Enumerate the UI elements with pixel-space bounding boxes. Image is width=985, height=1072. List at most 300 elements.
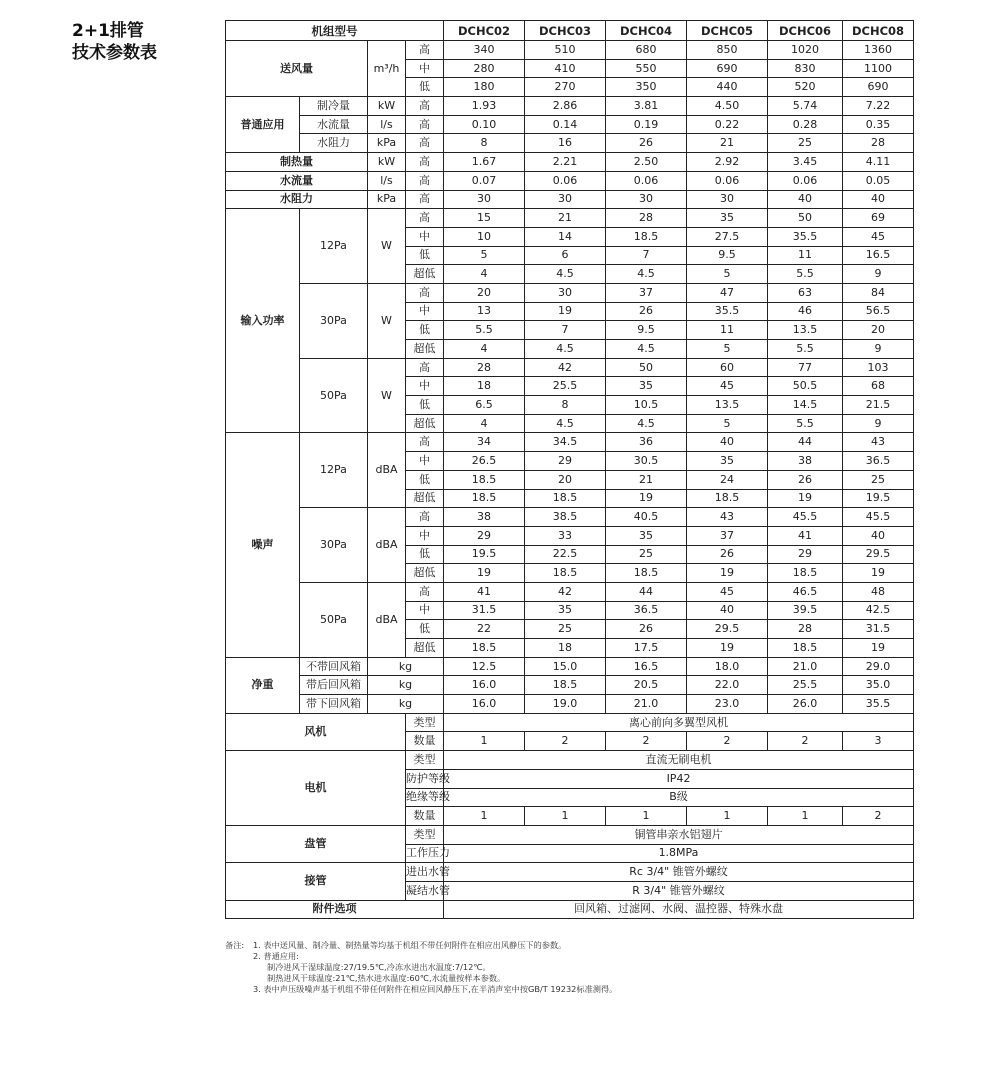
value-cell: 44 <box>606 582 687 601</box>
value-cell: 41 <box>444 582 525 601</box>
value-cell: 35.5 <box>843 695 914 714</box>
motor-label: 电机 <box>226 751 406 826</box>
model-header: DCHC02 <box>444 21 525 41</box>
model-header: DCHC04 <box>606 21 687 41</box>
level-cell: 高 <box>406 134 444 153</box>
param-label: 制热量 <box>226 153 368 172</box>
value-cell: 29.5 <box>687 620 768 639</box>
value-cell: 21 <box>525 209 606 228</box>
level-cell: 超低 <box>406 639 444 658</box>
level-cell: 超低 <box>406 564 444 583</box>
param-cell: 不带回风箱 <box>300 657 368 676</box>
value-cell: 29 <box>768 545 843 564</box>
value-cell: 18.5 <box>525 489 606 508</box>
value-cell: 1360 <box>843 41 914 60</box>
level-cell: 超低 <box>406 340 444 359</box>
attr-label: 绝缘等级 <box>406 788 444 807</box>
value-cell: 180 <box>444 78 525 97</box>
value-cell: 23.0 <box>687 695 768 714</box>
value-cell: 43 <box>687 508 768 527</box>
level-cell: 低 <box>406 545 444 564</box>
value-cell: 30 <box>525 283 606 302</box>
value-cell: 19 <box>525 302 606 321</box>
value-cell: 19 <box>687 564 768 583</box>
unit-cell: kPa <box>368 134 406 153</box>
pressure-cell: 30Pa <box>300 283 368 358</box>
param-label: 水流量 <box>226 171 368 190</box>
value-cell: 42 <box>525 582 606 601</box>
weight-label: 净重 <box>226 657 300 713</box>
value-cell: 34.5 <box>525 433 606 452</box>
value-cell: 6.5 <box>444 396 525 415</box>
level-cell: 低 <box>406 470 444 489</box>
value-cell: 45.5 <box>768 508 843 527</box>
value-cell: 4.5 <box>525 414 606 433</box>
value-cell: 69 <box>843 209 914 228</box>
value-cell: 4.5 <box>525 265 606 284</box>
value-cell: 24 <box>687 470 768 489</box>
value-cell: 26 <box>768 470 843 489</box>
note-2a: 制冷进风干湿球温度:27/19.5℃,冷冻水进出水温度:7/12℃。 <box>267 962 491 972</box>
attr-label: 防护等级 <box>406 769 444 788</box>
value-cell: 1 <box>444 732 525 751</box>
options-label: 附件选项 <box>226 900 444 919</box>
value-cell: 2 <box>843 807 914 826</box>
value-cell: 35.5 <box>768 227 843 246</box>
value-cell: 16.0 <box>444 695 525 714</box>
value-cell: 84 <box>843 283 914 302</box>
value-cell: 20 <box>525 470 606 489</box>
level-cell: 低 <box>406 396 444 415</box>
value-cell: 39.5 <box>768 601 843 620</box>
value-cell: 13 <box>444 302 525 321</box>
level-cell: 低 <box>406 620 444 639</box>
level-cell: 高 <box>406 171 444 190</box>
value-cell: 4.5 <box>606 265 687 284</box>
value-cell: 0.07 <box>444 171 525 190</box>
unit-cell: W <box>368 358 406 433</box>
value-cell: 45 <box>687 582 768 601</box>
value-cell: 5.5 <box>768 414 843 433</box>
table-row <box>226 41 914 60</box>
value-cell: 16.5 <box>606 657 687 676</box>
value-cell: 60 <box>687 358 768 377</box>
value-cell: 4 <box>444 340 525 359</box>
value-cell: 41 <box>768 526 843 545</box>
value-cell: 46.5 <box>768 582 843 601</box>
table-row <box>226 751 914 770</box>
value-cell: 18.5 <box>768 564 843 583</box>
value-cell: 35 <box>606 377 687 396</box>
value-cell: 8 <box>444 134 525 153</box>
value-cell: 47 <box>687 283 768 302</box>
unit-cell: dBA <box>368 433 406 508</box>
unit-cell: kW <box>368 153 406 172</box>
pressure-cell: 12Pa <box>300 433 368 508</box>
table-row <box>226 209 914 228</box>
pressure-cell: 12Pa <box>300 209 368 284</box>
value-cell: 9 <box>843 414 914 433</box>
value-cell: 2 <box>687 732 768 751</box>
value-cell: 40 <box>843 190 914 209</box>
attr-value: 1.8MPa <box>444 844 914 863</box>
value-cell: 18.5 <box>525 564 606 583</box>
value-cell: 4.5 <box>606 340 687 359</box>
value-cell: 3 <box>843 732 914 751</box>
value-cell: 68 <box>843 377 914 396</box>
value-cell: 63 <box>768 283 843 302</box>
value-cell: 35.0 <box>843 676 914 695</box>
value-cell: 690 <box>843 78 914 97</box>
table-row <box>226 433 914 452</box>
value-cell: 1.93 <box>444 97 525 116</box>
attr-label: 凝结水管 <box>406 881 444 900</box>
value-cell: 4.5 <box>525 340 606 359</box>
unit-cell: kg <box>368 657 444 676</box>
value-cell: 18.5 <box>444 489 525 508</box>
level-cell: 高 <box>406 153 444 172</box>
value-cell: 2.86 <box>525 97 606 116</box>
value-cell: 42 <box>525 358 606 377</box>
value-cell: 0.06 <box>768 171 843 190</box>
value-cell: 36 <box>606 433 687 452</box>
value-cell: 340 <box>444 41 525 60</box>
value-cell: 31.5 <box>444 601 525 620</box>
value-cell: 50.5 <box>768 377 843 396</box>
value-cell: 1 <box>444 807 525 826</box>
value-cell: 38 <box>444 508 525 527</box>
note-2: 2. 普通应用: <box>253 951 299 961</box>
value-cell: 30 <box>525 190 606 209</box>
value-cell: 18 <box>525 639 606 658</box>
param-cell: 制冷量 <box>300 97 368 116</box>
level-cell: 中 <box>406 526 444 545</box>
value-cell: 50 <box>768 209 843 228</box>
value-cell: 12.5 <box>444 657 525 676</box>
value-cell: 5 <box>444 246 525 265</box>
value-cell: 16 <box>525 134 606 153</box>
table-row <box>226 900 914 919</box>
attr-label: 数量 <box>406 732 444 751</box>
value-cell: 1 <box>525 807 606 826</box>
value-cell: 28 <box>768 620 843 639</box>
value-cell: 0.05 <box>843 171 914 190</box>
unit-cell: W <box>368 209 406 284</box>
value-cell: 21.5 <box>843 396 914 415</box>
fan-label: 风机 <box>226 713 406 750</box>
param-cell: 水流量 <box>300 115 368 134</box>
table-row <box>226 134 914 153</box>
value-cell: 0.10 <box>444 115 525 134</box>
value-cell: 28 <box>444 358 525 377</box>
value-cell: 15 <box>444 209 525 228</box>
value-cell: 0.22 <box>687 115 768 134</box>
spec-table <box>225 20 914 919</box>
unit-cell: dBA <box>368 582 406 657</box>
value-cell: 2 <box>606 732 687 751</box>
value-cell: 40 <box>687 601 768 620</box>
value-cell: 18.5 <box>606 227 687 246</box>
level-cell: 中 <box>406 227 444 246</box>
value-cell: 5 <box>687 340 768 359</box>
value-cell: 19 <box>843 639 914 658</box>
attr-value: B级 <box>444 788 914 807</box>
value-cell: 26 <box>606 620 687 639</box>
value-cell: 680 <box>606 41 687 60</box>
value-cell: 31.5 <box>843 620 914 639</box>
value-cell: 16.0 <box>444 676 525 695</box>
value-cell: 50 <box>606 358 687 377</box>
value-cell: 1100 <box>843 59 914 78</box>
value-cell: 5 <box>687 414 768 433</box>
conn-label: 接管 <box>226 863 406 900</box>
value-cell: 19.0 <box>525 695 606 714</box>
unit-cell: kg <box>368 695 444 714</box>
value-cell: 19.5 <box>444 545 525 564</box>
value-cell: 38.5 <box>525 508 606 527</box>
level-cell: 中 <box>406 302 444 321</box>
value-cell: 690 <box>687 59 768 78</box>
value-cell: 2.21 <box>525 153 606 172</box>
value-cell: 17.5 <box>606 639 687 658</box>
value-cell: 3.45 <box>768 153 843 172</box>
value-cell: 14 <box>525 227 606 246</box>
value-cell: 45 <box>843 227 914 246</box>
value-cell: 35 <box>687 452 768 471</box>
table-row <box>226 582 914 601</box>
value-cell: 0.06 <box>687 171 768 190</box>
airflow-label: 送风量 <box>226 41 368 97</box>
value-cell: 0.19 <box>606 115 687 134</box>
param-cell: 带下回风箱 <box>300 695 368 714</box>
level-cell: 超低 <box>406 489 444 508</box>
value-cell: 20 <box>444 283 525 302</box>
table-row <box>226 825 914 844</box>
value-cell: 18.5 <box>606 564 687 583</box>
param-cell: 带后回风箱 <box>300 676 368 695</box>
table-row <box>226 508 914 527</box>
value-cell: 25.5 <box>525 377 606 396</box>
level-cell: 高 <box>406 508 444 527</box>
pressure-cell: 50Pa <box>300 582 368 657</box>
value-cell: 20.5 <box>606 676 687 695</box>
level-cell: 中 <box>406 452 444 471</box>
value-cell: 7 <box>606 246 687 265</box>
value-cell: 4.5 <box>606 414 687 433</box>
level-cell: 中 <box>406 377 444 396</box>
value-cell: 45.5 <box>843 508 914 527</box>
value-cell: 43 <box>843 433 914 452</box>
value-cell: 33 <box>525 526 606 545</box>
level-cell: 低 <box>406 321 444 340</box>
param-cell: 水阻力 <box>300 134 368 153</box>
value-cell: 21 <box>606 470 687 489</box>
table-row <box>226 171 914 190</box>
value-cell: 26.5 <box>444 452 525 471</box>
unit-cell: kW <box>368 97 406 116</box>
value-cell: 36.5 <box>843 452 914 471</box>
power-label: 输入功率 <box>226 209 300 433</box>
model-header: DCHC03 <box>525 21 606 41</box>
value-cell: 26 <box>606 302 687 321</box>
value-cell: 25 <box>768 134 843 153</box>
attr-value: Rc 3/4" 锥管外螺纹 <box>444 863 914 882</box>
table-row <box>226 283 914 302</box>
value-cell: 5.74 <box>768 97 843 116</box>
value-cell: 37 <box>606 283 687 302</box>
value-cell: 6 <box>525 246 606 265</box>
unit-cell: kg <box>368 676 444 695</box>
attr-label: 工作压力 <box>406 844 444 863</box>
value-cell: 4.11 <box>843 153 914 172</box>
value-cell: 1 <box>768 807 843 826</box>
value-cell: 45 <box>687 377 768 396</box>
unit-cell: l/s <box>368 171 406 190</box>
value-cell: 35 <box>606 526 687 545</box>
value-cell: 20 <box>843 321 914 340</box>
value-cell: 9.5 <box>687 246 768 265</box>
value-cell: 56.5 <box>843 302 914 321</box>
title-line-1: 2+1排管 <box>72 21 144 41</box>
model-header: DCHC06 <box>768 21 843 41</box>
value-cell: 5 <box>687 265 768 284</box>
model-header: DCHC08 <box>843 21 914 41</box>
value-cell: 270 <box>525 78 606 97</box>
pressure-cell: 50Pa <box>300 358 368 433</box>
value-cell: 0.06 <box>525 171 606 190</box>
value-cell: 510 <box>525 41 606 60</box>
value-cell: 13.5 <box>768 321 843 340</box>
value-cell: 77 <box>768 358 843 377</box>
unit-cell: l/s <box>368 115 406 134</box>
value-cell: 29.5 <box>843 545 914 564</box>
attr-value: 离心前向多翼型风机 <box>444 713 914 732</box>
note-2b: 制热进风干球温度:21℃,热水进水温度:60℃,水流量按样本参数。 <box>267 973 506 983</box>
notes <box>225 940 617 995</box>
table-row <box>226 21 914 41</box>
value-cell: 1 <box>687 807 768 826</box>
pressure-cell: 30Pa <box>300 508 368 583</box>
table-row <box>226 676 914 695</box>
value-cell: 22.5 <box>525 545 606 564</box>
level-cell: 高 <box>406 41 444 60</box>
value-cell: 28 <box>606 209 687 228</box>
value-cell: 830 <box>768 59 843 78</box>
value-cell: 25 <box>525 620 606 639</box>
options-value: 回风箱、过滤网、水阀、温控器、特殊水盘 <box>444 900 914 919</box>
value-cell: 350 <box>606 78 687 97</box>
page-title <box>72 20 157 64</box>
level-cell: 高 <box>406 209 444 228</box>
value-cell: 18 <box>444 377 525 396</box>
value-cell: 34 <box>444 433 525 452</box>
notes-prefix: 备注: <box>225 940 245 950</box>
value-cell: 40 <box>687 433 768 452</box>
value-cell: 14.5 <box>768 396 843 415</box>
attr-label: 数量 <box>406 807 444 826</box>
value-cell: 19.5 <box>843 489 914 508</box>
attr-value: 直流无刷电机 <box>444 751 914 770</box>
level-cell: 高 <box>406 433 444 452</box>
value-cell: 9 <box>843 265 914 284</box>
table-row <box>226 863 914 882</box>
title-line-2: 技术参数表 <box>72 43 157 63</box>
value-cell: 8 <box>525 396 606 415</box>
attr-label: 类型 <box>406 825 444 844</box>
value-cell: 410 <box>525 59 606 78</box>
value-cell: 46 <box>768 302 843 321</box>
value-cell: 25 <box>606 545 687 564</box>
value-cell: 38 <box>768 452 843 471</box>
unit-cell: W <box>368 283 406 358</box>
table-row <box>226 713 914 732</box>
value-cell: 40 <box>843 526 914 545</box>
value-cell: 280 <box>444 59 525 78</box>
value-cell: 5.5 <box>768 265 843 284</box>
value-cell: 21 <box>687 134 768 153</box>
value-cell: 16.5 <box>843 246 914 265</box>
value-cell: 35.5 <box>687 302 768 321</box>
attr-label: 进出水管 <box>406 863 444 882</box>
level-cell: 中 <box>406 59 444 78</box>
value-cell: 18.5 <box>687 489 768 508</box>
value-cell: 2.92 <box>687 153 768 172</box>
value-cell: 21.0 <box>768 657 843 676</box>
value-cell: 18.5 <box>525 676 606 695</box>
value-cell: 29 <box>525 452 606 471</box>
value-cell: 18.5 <box>444 639 525 658</box>
value-cell: 35 <box>525 601 606 620</box>
value-cell: 48 <box>843 582 914 601</box>
value-cell: 22 <box>444 620 525 639</box>
level-cell: 高 <box>406 283 444 302</box>
value-cell: 11 <box>768 246 843 265</box>
table-row <box>226 190 914 209</box>
unit-cell: dBA <box>368 508 406 583</box>
noise-label: 噪声 <box>226 433 300 657</box>
value-cell: 1.67 <box>444 153 525 172</box>
value-cell: 9 <box>843 340 914 359</box>
value-cell: 0.28 <box>768 115 843 134</box>
table-row <box>226 97 914 116</box>
value-cell: 1 <box>606 807 687 826</box>
value-cell: 19 <box>768 489 843 508</box>
value-cell: 19 <box>444 564 525 583</box>
value-cell: 0.06 <box>606 171 687 190</box>
attr-value: 铜管串亲水铝翅片 <box>444 825 914 844</box>
value-cell: 18.5 <box>768 639 843 658</box>
level-cell: 低 <box>406 78 444 97</box>
attr-value: IP42 <box>444 769 914 788</box>
note-3: 3. 表中声压级噪声基于机组不带任何附件在相应回风静压下,在半消声室中按GB/T 19232标准测得。 <box>253 984 618 994</box>
value-cell: 550 <box>606 59 687 78</box>
coil-label: 盘管 <box>226 825 406 862</box>
value-cell: 2 <box>768 732 843 751</box>
value-cell: 22.0 <box>687 676 768 695</box>
level-cell: 中 <box>406 601 444 620</box>
param-label: 水阻力 <box>226 190 368 209</box>
attr-value: R 3/4" 锥管外螺纹 <box>444 881 914 900</box>
value-cell: 40.5 <box>606 508 687 527</box>
value-cell: 7.22 <box>843 97 914 116</box>
value-cell: 1020 <box>768 41 843 60</box>
value-cell: 0.35 <box>843 115 914 134</box>
value-cell: 29.0 <box>843 657 914 676</box>
value-cell: 9.5 <box>606 321 687 340</box>
level-cell: 超低 <box>406 265 444 284</box>
level-cell: 超低 <box>406 414 444 433</box>
value-cell: 5.5 <box>444 321 525 340</box>
